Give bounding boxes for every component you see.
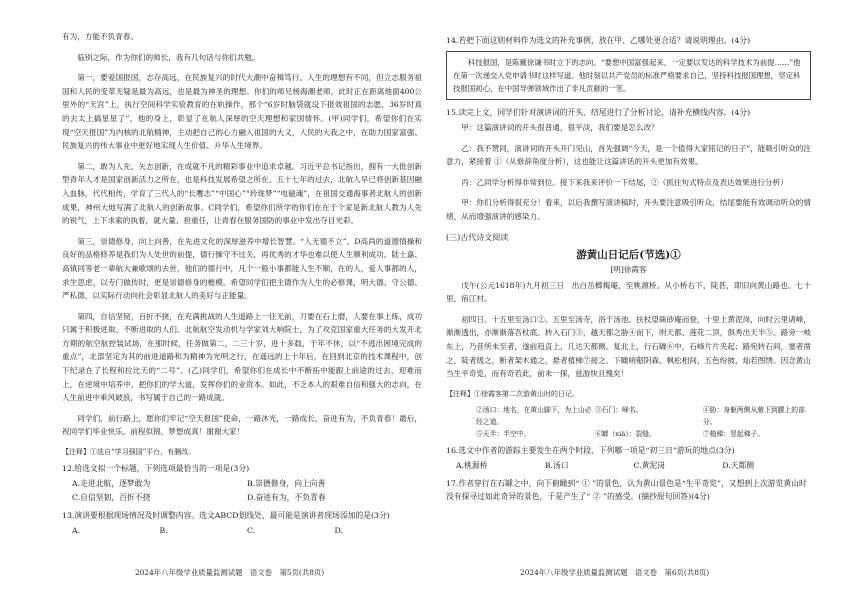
left-page: [62, 30, 422, 560]
q16-option-a: A.桃源桥: [456, 460, 488, 470]
poem-note-2: ③石门：峰名。: [594, 405, 643, 414]
poem-note-1: ②汤口：地名，在黄山脚下，为上山必经之道。: [476, 405, 592, 426]
left-paragraph-6: 同学们，前行路上，愿你们牢记“空天报国”使命，一路沐光，一路成长，奋进有为，不负青春！最后，祝同学们毕业快乐，前程似锦，梦想成真！谢谢大家！: [62, 413, 422, 437]
q12-option-a: A.走进北航，逐梦敢为: [72, 479, 151, 489]
poem-note-5: ⑥罅（xià）：裂缝。: [594, 429, 656, 438]
q12-option-d: D.奋进有为，不负青春: [247, 493, 326, 503]
q13-option-d: D.: [334, 526, 343, 536]
q13-option-b: B.: [159, 526, 168, 536]
q16-option-d: D.天都侧: [722, 460, 755, 470]
left-paragraph-3: 第二，敢为人先，矢志创新，在成就不凡的精彩事业中追求卓越。习近平总书记指出，拥有一大批创新型青年人才是国家创新活力之所在，也是科技发展希望之所在。五十七年的过去，北航人早已将创新基因融入血脉，代代相传，学育了三代人的“长鹰志”“中国心”“玲珑梦”“电磁魂”，在祖国交通海事者北航人的创新成果，神州大地写满了北航人的创新故事。C同学们，希望你们所学的你们在在于个家是新北航人教为人先的锐气，上下求索的执着，就大量、担重任，让青春在服务国防的事业中发出夺目光彩。: [62, 161, 422, 226]
left-paragraph-5: 第四，自信坚韧，百折不挠，在充满挑战的人生道路上一往无前，刀要在石上磨，人要在事上练，成功只属于积极进取、不断进取的人们。北航航空发动机与学家刘大响院士，为了攻克国家重大任务的大发开北方期的航空航控装试场，在那时候，任务做第二，二三十岁，进十多载，于年不休，以“不逃出困境完成的重点”，北部坚定为其的前进道路和为精神为光明之行，在遥远的上十年后，在回到北京的技术课程中，创下纪录在了长程和拉比天的“二号”。(乙)同学们，希望你们在成长中不断拓中能跟上前途的过去，迎难而上，在逆境中培养中，把你们的学大道，发挥你们的业资本。如此，不乏本人的艰难自信和强大的志向，在人生前进中乘风破浪，书写属于自己的一路成就。: [62, 311, 422, 403]
question-13: 13.演讲要根据现场情况及时调整内容。选文ABCD划线处，最可能是演讲者现场添加的是(3分): [62, 511, 390, 521]
question-16: 16.选文中作者的游踪主要发生在两个时段，下列哪一项是“初三日”游玩的地点(3分): [446, 445, 735, 455]
question-12: 12.给选文拟一个标题，下列选项最恰当的一项是(3分): [62, 464, 250, 474]
poem-note-6: ⑦植梯：竖起梯子。: [702, 429, 765, 438]
poem-note-0: 【注释】①徐霞客第二次游黄山时的日记。: [446, 389, 579, 398]
q13-option-c: C.: [247, 526, 256, 536]
poem-note-4: ⑤天半：半空中。: [476, 429, 531, 438]
poem-title: 游黄山日记后(节选)①: [576, 248, 681, 261]
left-note: 【注释】①选自“学习强国”平台，有删改。: [62, 448, 196, 457]
poem-author: [明]徐霞客: [610, 264, 647, 274]
question-13-options: [72, 524, 422, 538]
left-paragraph-0: 有为，方能不负青春。: [62, 32, 138, 41]
poem-paragraph-1: 初四日。十五里至汤口②。五里至汤寺，浴于汤池。扶杖望硃砂庵而登，十里上黄泥岗，向时云里诸峰，渐渐透出，亦渐渐落吾杖底。转入石门③，越天都之胁④而下，则天都、莲花二顶，俱秀出天半⑤。路旁一岐东上，乃昔所未至者，遂前趋直上，几达天都侧。复北上，行石罅⑥中，石峰片片夹起；路宛转石间，塞者凿之，陡者级之，断者架木通之，悬者植梯⑦接之。下瞰哨壑阴森，枫松相间，五色纷披，灿若图绣。因念黄山当生平奇览，而有奇若此，前未一探，兹游快且愧矣！: [446, 314, 811, 379]
section-heading: (三)古代诗文阅读: [446, 232, 509, 242]
left-footer: 2024年八年级学业质量监测试题 语文卷 第5页(共8页): [135, 568, 325, 577]
right-page: [446, 30, 811, 560]
right-footer: 2024年八年级学业质量监测试题 语文卷 第6页(共8页): [520, 568, 710, 577]
q15-line-0: 甲：这篇演讲词的开头很普通，很平淡，我们要是怎么改？: [461, 123, 659, 132]
q16-option-c: C.黄泥岗: [633, 460, 666, 470]
question-16-options: [456, 459, 811, 473]
poem-notes: [476, 404, 811, 440]
question-14: 14.若把下面这则材料作为选文的补充事例，放在甲、乙哪处更合适？请说明理由。(4分): [446, 36, 751, 45]
q13-option-a: A.: [72, 526, 81, 536]
q12-option-b: B.崇德修身，向上向善: [247, 479, 326, 489]
left-paragraph-1: 临别之际，作为你们的师长，我有几句话与你们共勉。: [77, 52, 260, 62]
poem-paragraph-0: 戊午(公元1618年)九月初三日 出白岳榔梅庵，至桃源桥。从小桥右下，陡甚，即旧向黄山路也。七十里，宿江村。: [446, 280, 811, 304]
q15-line-2: 丙：乙同学分析得非常到位。接下来我来评价一下结尾，②（抓住句式特点及表达效果进行分析）: [461, 177, 788, 187]
question-17: 17.作者穿行在石罅之中，向下俯瞰到“ ① ”的景色，认为黄山景色是“生平奇览”，又想到上次游览黄山时没有探寻过如此奇异的景色，于是产生了“ ② ”的感受。(摘抄原句回答)(4分): [446, 478, 807, 501]
left-paragraph-2: 第一，要爱国报国，志存高远，在民族复兴的时代大潮中奋楫笃行。人生的理想有不同，但立志服务祖国和人民的变革无疑是最为高远，也是最为神圣的理想。你们的师兄杨海潮老师，此时正在距离地面400公里外的“天宫”上，执行空间科学实验教育的在轨操作，那个“6岁时脑袋就设下报效祖国的志愿，36岁时真的去太上搞星星了”，他的身上，彰显了在航人深厚的空天理想和家国情怀。(甲)同学们，希望你们在实现“空天报国”为内核的北航精神，主动把自己的心力融入祖国的大义，人民的大我之中，在助力国家富强、民族复兴的伟大事业中更好地实现人生价值、升华人生境界。: [62, 73, 422, 151]
question-14-material: 科技报国，是陈戴徐谦书时立下的志向。“要想中国富强起来，一定要以发达的科学技术为前提……”他在第一次递交入党申请书时这样写道。他时刻以共产党员的标准严格要求自己，坚持科技报国理想，坚定科技报国初心，在中国导弹领域作出了非凡贡献的一笔。: [446, 51, 811, 100]
q16-option-b: B.汤口: [544, 460, 569, 470]
question-15: 15.读完上文，同学们针对演讲词的开头、结尾进行了分析讨论，请补充横线内容。(4分): [446, 108, 751, 117]
poem-note-3: ④胁：身躯两侧从腋下到腰上的部分。: [702, 405, 805, 426]
question-12-options: [72, 477, 422, 505]
q12-option-c: C.自信坚韧，百折不挠: [72, 493, 151, 503]
left-paragraph-4: 第三，崇德修身，向上向善，在先进文化的深厚滋养中增长智慧。“人无德不立”。D高尚的道德情操和良好的品格修养是我们为人处世的前提，德行操守不过关，再优秀的才华也难以使人生顺利成功。陆士嘉、高镇同等老一辈航大兼歌颂的去世，他们的德行中，凡个一般小事都能人生不顺，在的人，爱人事都的人，求生思虑，以专门做传时，更是崇德修身的楷模。希望同学们把主德作为人生的必修课，明大德、守公德、严私德，以实际行动向社会彰显北航人的美好与正能量。: [62, 236, 422, 301]
q15-line-1: 乙：我不赞同，演讲词的开头开门见山，首先强调“今天，是一个值得大家铭记的日子”，能吸引听众的注意力，紧接着 ①（从修辞角度分析），这也能让这篇讲话的开头更加有效果。: [446, 143, 811, 167]
q15-line-3: 甲：你们分析得很充分！看来，以后我撰写演讲稿时，开头要注意吸引听众，结尾要能有效调动听众的情绪，从而增强演讲的感染力。: [446, 198, 811, 221]
